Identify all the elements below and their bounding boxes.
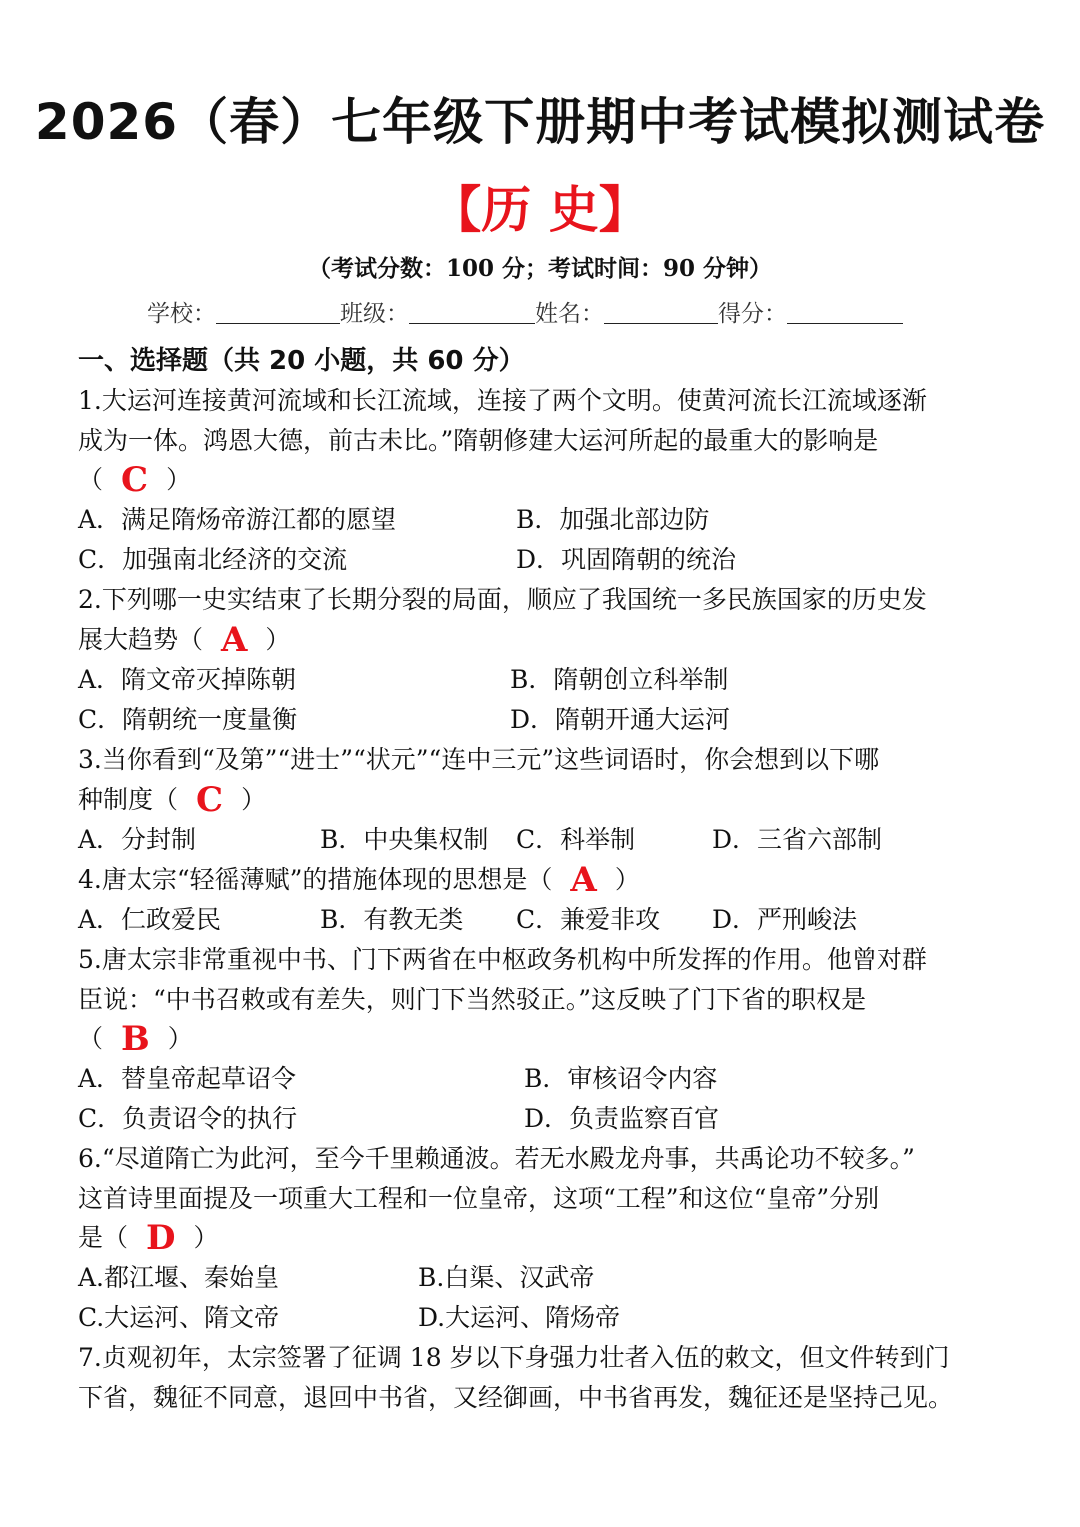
question-5-answer-line	[78, 1019, 193, 1059]
field-score[interactable]	[718, 295, 903, 328]
question-4-option-b: B．有教无类	[320, 905, 464, 934]
question-1-prefix: （	[78, 465, 104, 494]
question-5-answer: B	[121, 1019, 150, 1059]
field-school-blank[interactable]	[216, 322, 340, 324]
question-1-option-a: A．满足隋炀帝游江都的愿望	[78, 505, 397, 534]
field-name[interactable]	[535, 295, 718, 328]
question-5-prefix: （	[78, 1024, 104, 1053]
field-school-label: 学校：	[147, 301, 216, 327]
question-1-option-b: B．加强北部边防	[516, 505, 710, 534]
question-6-option-d: D.大运河、隋炀帝	[418, 1303, 621, 1332]
field-score-label: 得分：	[718, 301, 787, 327]
question-3-option-c: C．科举制	[516, 825, 636, 854]
question-2-prefix: 展大趋势（	[78, 625, 204, 654]
question-3-answer-line	[78, 780, 266, 820]
question-6-answer: D	[146, 1218, 176, 1258]
question-2-option-b: B．隋朝创立科举制	[510, 665, 729, 694]
field-class-label: 班级：	[340, 301, 409, 327]
page-title: 2026（春）七年级下册期中考试模拟测试卷	[34, 93, 1046, 151]
question-3-prefix: 种制度（	[78, 785, 179, 814]
exam-info: （考试分数：100 分；考试时间：90 分钟）	[307, 255, 773, 282]
question-6-prefix: 是（	[78, 1223, 129, 1252]
question-4-option-c: C．兼爱非攻	[516, 905, 661, 934]
question-4-answer-line	[78, 860, 640, 900]
student-info-fields	[147, 292, 903, 328]
question-2-option-c: C．隋朝统一度量衡	[78, 705, 298, 734]
question-5-option-a: A．替皇帝起草诏令	[78, 1064, 297, 1093]
question-6-line-1: 6.“尽道隋亡为此河，至今千里赖通波。若无水殿龙舟事，共禹论功不较多。”	[78, 1144, 915, 1173]
question-1-suffix: ）	[166, 465, 192, 494]
question-2-answer: A	[221, 620, 248, 660]
field-school[interactable]	[147, 295, 340, 328]
question-5-line-2: 臣说：“中书召敕或有差失，则门下当然驳正。”这反映了门下省的职权是	[78, 985, 867, 1014]
question-1-answer: C	[121, 460, 149, 500]
question-3-answer: C	[196, 780, 224, 820]
field-score-blank[interactable]	[787, 322, 903, 324]
subject-title: 【历 史】	[431, 181, 649, 239]
field-class-blank[interactable]	[409, 322, 535, 324]
question-3-option-b: B．中央集权制	[320, 825, 489, 854]
question-3-suffix: ）	[241, 785, 267, 814]
question-5-option-d: D．负责监察百官	[524, 1104, 720, 1133]
question-5-suffix: ）	[167, 1024, 193, 1053]
question-6-option-b: B.白渠、汉武帝	[418, 1263, 595, 1292]
question-7-line-2: 下省，魏征不同意，退回中书省，又经御画，中书省再发，魏征还是坚持己见。	[78, 1383, 954, 1412]
question-2-option-d: D．隋朝开通大运河	[510, 705, 731, 734]
question-1-line-1: 1.大运河连接黄河流域和长江流域，连接了两个文明。使黄河流长江流域逐渐	[78, 386, 927, 415]
question-1-answer-line	[78, 460, 191, 500]
question-5-option-b: B．审核诏令内容	[524, 1064, 718, 1093]
field-name-label: 姓名：	[535, 301, 604, 327]
question-4-answer: A	[570, 860, 597, 900]
section-title: 一、选择题（共 20 小题，共 60 分）	[78, 346, 525, 376]
question-6-suffix: ）	[193, 1223, 219, 1252]
question-3-line-1: 3.当你看到“及第”“进士”“状元”“连中三元”这些词语时，你会想到以下哪	[78, 745, 880, 774]
question-2-option-a: A．隋文帝灭掉陈朝	[78, 665, 297, 694]
question-7-line-1: 7.贞观初年，太宗签署了征调 18 岁以下身强力壮者入伍的敕文，但文件转到门	[78, 1343, 950, 1372]
question-4-option-a: A．仁政爱民	[78, 905, 222, 934]
question-1-option-d: D．巩固隋朝的统治	[516, 545, 737, 574]
question-1-line-2: 成为一体。鸿恩大德，前古未比。”隋朝修建大运河所起的最重大的影响是	[78, 426, 879, 455]
question-6-option-c: C.大运河、隋文帝	[78, 1303, 280, 1332]
question-2-answer-line	[78, 620, 290, 660]
question-1-option-c: C．加强南北经济的交流	[78, 545, 348, 574]
field-class[interactable]	[340, 295, 535, 328]
question-3-option-a: A．分封制	[78, 825, 197, 854]
question-6-line-2: 这首诗里面提及一项重大工程和一位皇帝，这项“工程”和这位“皇帝”分别	[78, 1184, 880, 1213]
question-2-line-1: 2.下列哪一史实结束了长期分裂的局面，顺应了我国统一多民族国家的历史发	[78, 585, 927, 614]
question-5-line-1: 5.唐太宗非常重视中书、门下两省在中枢政务机构中所发挥的作用。他曾对群	[78, 945, 927, 974]
question-4-option-d: D．严刑峻法	[712, 905, 858, 934]
question-4-prefix: 4.唐太宗“轻徭薄赋”的措施体现的思想是（	[78, 865, 553, 894]
field-name-blank[interactable]	[604, 322, 718, 324]
question-5-option-c: C．负责诏令的执行	[78, 1104, 298, 1133]
question-3-option-d: D．三省六部制	[712, 825, 883, 854]
question-6-answer-line	[78, 1218, 219, 1258]
question-2-suffix: ）	[265, 625, 291, 654]
question-6-option-a: A.都江堰、秦始皇	[78, 1263, 280, 1292]
question-4-suffix: ）	[614, 865, 640, 894]
